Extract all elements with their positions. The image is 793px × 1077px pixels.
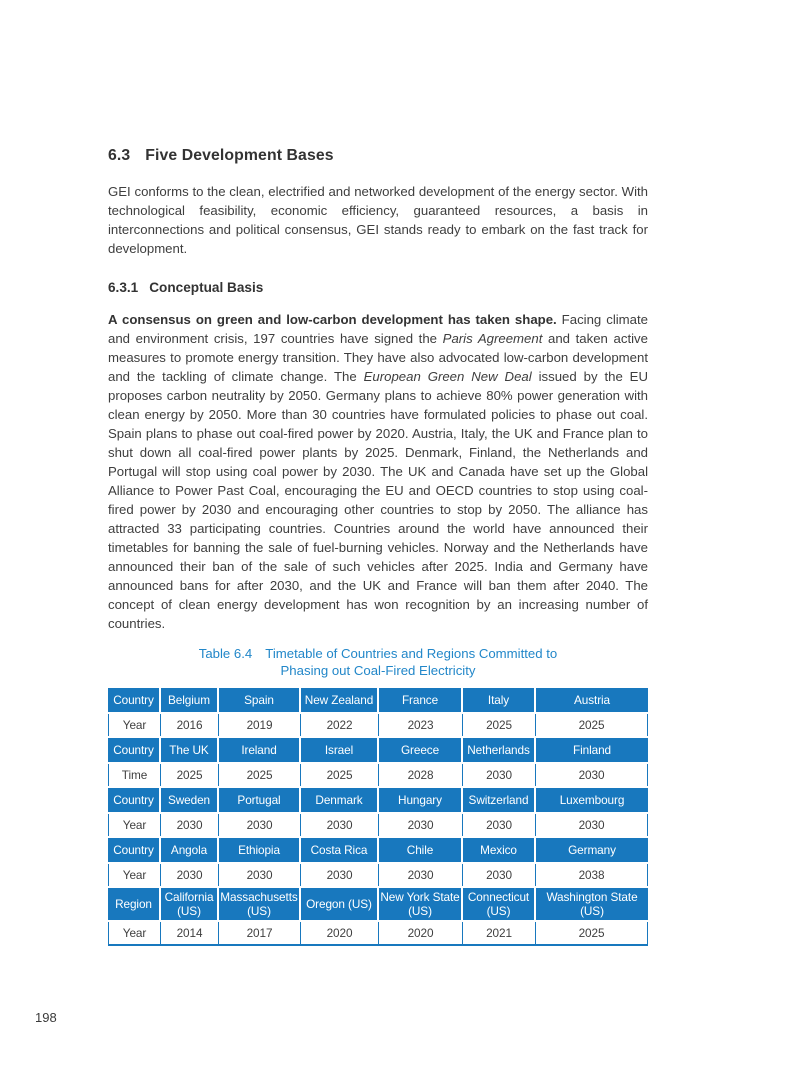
table-row — [108, 764, 648, 786]
table-header-cell: Austria — [536, 688, 648, 712]
table-header-cell: New York State (US) — [379, 888, 463, 920]
table-header-cell: France — [379, 688, 463, 712]
section-title: Five Development Bases — [145, 147, 334, 164]
subsection-number: 6.3.1 — [108, 280, 139, 295]
table-header-cell: Region — [108, 888, 161, 920]
table-cell: Year — [108, 714, 161, 736]
table-header-cell: Israel — [301, 738, 379, 762]
table-header-cell: Washington State (US) — [536, 888, 648, 920]
table-row — [108, 922, 648, 946]
table-caption-line2: Phasing out Coal-Fired Electricity — [280, 663, 476, 678]
table-cell: 2025 — [161, 764, 219, 786]
table-header-cell: Mexico — [463, 838, 536, 862]
coal-phaseout-table — [108, 686, 648, 948]
table-caption — [108, 645, 648, 679]
table-cell: 2021 — [463, 922, 536, 946]
table-cell: 2030 — [301, 864, 379, 886]
main-paragraph — [108, 310, 648, 633]
paragraph-segment: Facing climate and environment crisis, 197 countries have signed the — [108, 312, 649, 346]
table-cell: 2030 — [161, 814, 219, 836]
table-cell: 2030 — [463, 864, 536, 886]
table-header-cell: Italy — [463, 688, 536, 712]
paragraph-segment: issued by the EU proposes carbon neutrality by 2050. Germany plans to achieve 80% power generation with clean energy by 2050. More than 30 countries have formulated policies to phase out coal. Spain plans to phase out coal-fired power by 2020. Austria, Italy, the UK and France plan to shut down all coal-fired power plants by 2025. Denmark, Finland, the Netherlands and Portugal will stop using coal power by 2030. The UK and Canada have set up the Global Alliance to Power Past Coal, encouraging the EU and OECD countries to stop using coal-fired power by 2030 and encouraging other countries to stop by 2050. The alliance has attracted 33 participating countries. Countries around the world have announced their timetables for banning the sale of fuel-burning vehicles. Norway and the Netherlands have announced their ban of the sale of such vehicles after 2025. India and Germany have announced bans for after 2030, and the UK and France will ban them after 2040. The concept of clean energy development has won recognition by an increasing number of countries. — [108, 369, 649, 631]
table-header-cell: Hungary — [379, 788, 463, 812]
table-header-cell: Country — [108, 738, 161, 762]
paragraph-segment: and taken active measures to promote energy transition. They have also advocated low-carbon development and the tackling of climate change. The — [108, 331, 648, 384]
table-header-cell: The UK — [161, 738, 219, 762]
table-cell: 2030 — [219, 814, 301, 836]
table-cell: 2025 — [301, 764, 379, 786]
table-caption-title1: Timetable of Countries and Regions Committed to — [265, 646, 558, 661]
table-cell: 2028 — [379, 764, 463, 786]
section-number: 6.3 — [108, 147, 131, 164]
table-cell: 2025 — [536, 922, 648, 946]
table-cell: 2030 — [301, 814, 379, 836]
table-cell: 2017 — [219, 922, 301, 946]
table-cell: 2016 — [161, 714, 219, 736]
table-caption-line1 — [108, 645, 648, 662]
table-header-cell: Country — [108, 688, 161, 712]
table-header-cell: Country — [108, 788, 161, 812]
table-header-cell: Costa Rica — [301, 838, 379, 862]
table-row — [108, 738, 648, 762]
table-header-cell: Ireland — [219, 738, 301, 762]
table-header-cell: California (US) — [161, 888, 219, 920]
table-row — [108, 788, 648, 812]
table-header-cell: Belgium — [161, 688, 219, 712]
table-header-cell: Angola — [161, 838, 219, 862]
table-cell: 2030 — [161, 864, 219, 886]
table-cell: 2030 — [536, 764, 648, 786]
table-row — [108, 814, 648, 836]
table-cell: 2014 — [161, 922, 219, 946]
table-cell: 2019 — [219, 714, 301, 736]
table-header-cell: Oregon (US) — [301, 888, 379, 920]
table-header-cell: Switzerland — [463, 788, 536, 812]
subsection-heading — [108, 280, 648, 295]
table-cell: 2030 — [379, 864, 463, 886]
table-cell: Year — [108, 814, 161, 836]
table-row — [108, 714, 648, 736]
page-content — [108, 0, 648, 948]
table-cell: 2022 — [301, 714, 379, 736]
section-heading — [108, 147, 648, 165]
table-header-cell: New Zealand — [301, 688, 379, 712]
table-cell: 2020 — [379, 922, 463, 946]
table-header-cell: Massachusetts (US) — [219, 888, 301, 920]
table-header-cell: Country — [108, 838, 161, 862]
table-cell: 2025 — [219, 764, 301, 786]
paragraph-bold-lead: A consensus on green and low-carbon development has taken shape. — [108, 312, 557, 327]
table-header-cell: Portugal — [219, 788, 301, 812]
table-row — [108, 888, 648, 920]
page-number: 198 — [35, 1010, 57, 1025]
table-cell: 2020 — [301, 922, 379, 946]
table-header-cell: Greece — [379, 738, 463, 762]
table-header-cell: Spain — [219, 688, 301, 712]
table-header-cell: Luxembourg — [536, 788, 648, 812]
table-caption-label: Table 6.4 — [198, 646, 253, 661]
table-header-cell: Sweden — [161, 788, 219, 812]
intro-paragraph: GEI conforms to the clean, electrified and networked development of the energy sector. With technological feasibility, economic efficiency, guaranteed resources, a basis in interconnections and political consensus, GEI stands ready to embark on the fast track for development. — [108, 184, 648, 256]
table-header-cell: Germany — [536, 838, 648, 862]
green-new-deal-italic: European Green New Deal — [363, 369, 532, 384]
table-cell: 2030 — [463, 764, 536, 786]
table-cell: 2025 — [463, 714, 536, 736]
table-cell: 2038 — [536, 864, 648, 886]
table-cell: 2030 — [463, 814, 536, 836]
table-cell: 2030 — [219, 864, 301, 886]
table-row — [108, 688, 648, 712]
table-header-cell: Denmark — [301, 788, 379, 812]
table-cell: 2023 — [379, 714, 463, 736]
table-header-cell: Finland — [536, 738, 648, 762]
subsection-title: Conceptual Basis — [149, 280, 264, 295]
table-cell: 2030 — [536, 814, 648, 836]
table-header-cell: Connecticut (US) — [463, 888, 536, 920]
table-cell: Time — [108, 764, 161, 786]
table-cell: Year — [108, 864, 161, 886]
table-header-cell: Chile — [379, 838, 463, 862]
table-header-cell: Ethiopia — [219, 838, 301, 862]
table-cell: Year — [108, 922, 161, 946]
table-cell: 2025 — [536, 714, 648, 736]
table-header-cell: Netherlands — [463, 738, 536, 762]
paris-agreement-italic: Paris Agreement — [442, 331, 543, 346]
table-row — [108, 838, 648, 862]
table-row — [108, 864, 648, 886]
table-cell: 2030 — [379, 814, 463, 836]
